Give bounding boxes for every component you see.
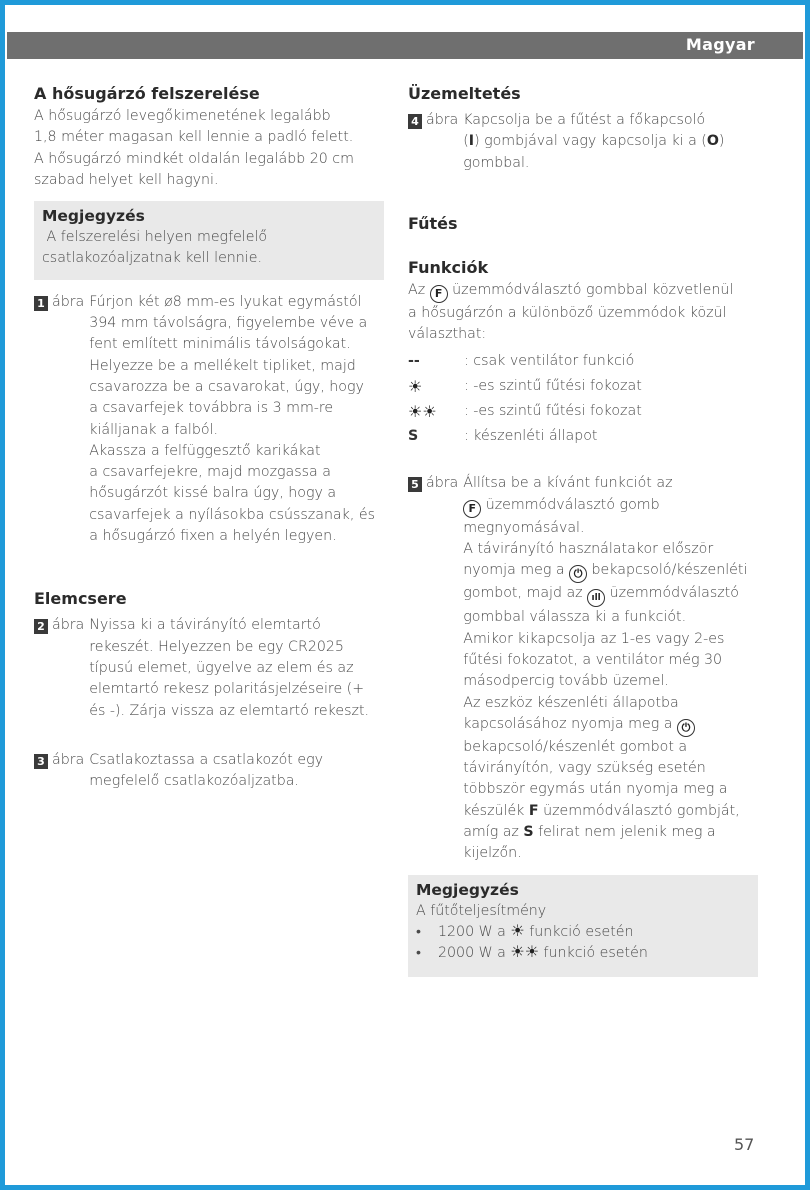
fig1-line: hősugárzót kissé balra úgy, hogy a [89, 485, 337, 502]
fig1-line: a csavarfejekre, majd mozgassa a [89, 464, 331, 481]
note-bullet: • 1200 W a ☀ funkció esetén [416, 922, 750, 943]
fig4-line: gombbal. [463, 154, 530, 171]
fig1-line: Fúrjon két ø8 mm-es lyukat egymástól [89, 293, 362, 310]
functions-title: Funkciók [408, 257, 489, 277]
fig3-line: Csatlakoztassa a csatlakozót egy [89, 751, 324, 768]
fig2-number: 2 [34, 619, 48, 634]
install-text-4: szabad helyet kell hagyni. [34, 171, 219, 188]
fig2-text [84, 615, 369, 721]
fig5-line: készülék F üzemmódválasztó gombját, [463, 802, 740, 819]
fig5-line: többször egymás után nyomja meg a [463, 781, 728, 798]
fig1-number: 1 [34, 296, 48, 311]
standby-symbol: S [408, 428, 419, 445]
fig3-label [34, 750, 84, 793]
fig5-line: másodpercig tovább üzemel. [463, 673, 669, 690]
fig5-line: Állítsa be a kívánt funkciót az [463, 475, 673, 492]
fig4-line: Kapcsolja be a fűtést a főkapcsoló [463, 112, 706, 128]
page-number: 57 [734, 1135, 755, 1154]
fig1-text [84, 292, 375, 548]
fig5-line: F üzemmódválasztó gomb [463, 495, 747, 518]
left-column [34, 82, 384, 792]
fig5-line: fűtési fokozatot, a ventilátor még 30 [463, 651, 723, 668]
fig5-line: A távirányító használatakor először [463, 541, 714, 558]
fig5-line: megnyomásával. [463, 519, 585, 536]
note-title-1: Megjegyzés [42, 207, 145, 226]
mode-text: : -es szintű fűtési fokozat [464, 403, 642, 420]
fig3-text [84, 750, 323, 793]
fig5-block [408, 473, 758, 864]
fig1-abra: ábra [52, 293, 85, 310]
fig5-text [458, 473, 747, 864]
fig5-line: kapcsolásához nyomja meg a ⏻ [463, 714, 747, 737]
fig4-label [408, 110, 458, 174]
battery-title: Elemcsere [34, 589, 127, 609]
fig1-line: a csavarfejek továbbra is 3 mm-re [89, 400, 334, 417]
fig5-line: amíg az S felirat nem jelenik meg a [463, 824, 716, 841]
mode-row [408, 399, 758, 424]
fig2-block [34, 615, 384, 721]
sun-icon: ☀ [510, 920, 525, 940]
fig1-line: fent említett minimális távolságokat. [89, 336, 351, 353]
mode-text: : -es szintű fűtési fokozat [464, 378, 642, 395]
fig1-line: Akassza a felfüggesztő karikákat [89, 442, 321, 459]
fig5-line: gombot, majd az ıll üzemmódválasztó [463, 583, 747, 607]
f-mode-icon: F [430, 285, 448, 303]
f-mode-icon: F [463, 500, 481, 518]
fig4-number: 4 [408, 114, 422, 129]
mode-text: : csak ventilátor funkció [464, 353, 635, 370]
fig5-line: távirányítón, vagy szükség esetén [463, 760, 706, 777]
fig1-line: Helyezze be a mellékelt tipliket, majd [89, 357, 356, 374]
install-text-1: A hősugárzó levegőkimenetének legalább [34, 108, 331, 124]
note-box-2 [408, 875, 758, 977]
fig3-line: megfelelő csatlakozóaljzatba. [89, 773, 299, 790]
sun-icon: ☀ [408, 376, 423, 396]
fig5-line: bekapcsoló/készenlét gombot a [463, 738, 688, 755]
install-text-3: A hősugárzó mindkét oldalán legalább 20 cm [34, 150, 354, 167]
double-sun-icon: ☀☀ [510, 942, 540, 962]
mode-row [408, 349, 758, 374]
fig5-line: Amikor kikapcsolja az 1-es vagy 2-es [463, 630, 725, 647]
fig5-line: nyomja meg a ⏻ bekapcsoló/készenléti [463, 560, 747, 583]
fig4-text [458, 110, 724, 174]
operation-title: Üzemeltetés [408, 84, 521, 103]
note-text-2: csatlakozóaljzatnak kell lennie. [42, 250, 262, 267]
fig5-line: kijelzőn. [463, 845, 522, 862]
fig2-label [34, 615, 84, 721]
functions-line-2: a hősugárzón a különböző üzemmódok közül [408, 304, 727, 321]
language-label: Magyar [685, 35, 755, 54]
fig2-abra: ábra [52, 617, 85, 634]
functions-line-1: Az F üzemmódválasztó gombbal közvetlenül [408, 280, 758, 303]
mode-row [408, 374, 758, 399]
fig1-line: 394 mm távolságra, figyelembe véve a [89, 315, 368, 332]
mode-row [408, 424, 758, 449]
fig4-block [408, 110, 758, 174]
note-subtitle: A fűtőteljesítmény [416, 902, 547, 919]
fig1-line: a hősugárzó fixen a helyén legyen. [89, 528, 337, 545]
fig5-line: gombbal válassza ki a funkciót. [463, 609, 687, 626]
fig2-line: rekeszét. Helyezzen be egy CR2025 [89, 638, 344, 655]
fig1-label [34, 292, 84, 548]
double-sun-icon: ☀☀ [408, 401, 437, 421]
fig4-abra: ábra [426, 112, 459, 128]
fig1-line: kiálljanak a falból. [89, 421, 218, 438]
note-title-2: Megjegyzés [416, 880, 519, 899]
functions-line-3: választhat: [408, 326, 487, 343]
note-bullet: • 2000 W a ☀☀ funkció esetén [416, 943, 750, 964]
note-box-1 [34, 201, 384, 280]
fig5-line: Az eszköz készenléti állapotba [463, 694, 679, 711]
fig3-block [34, 750, 384, 793]
heating-title: Fűtés [408, 213, 458, 233]
mode-text: : készenléti állapot [464, 428, 598, 445]
fig2-line: típusú elemet, ügyelve az elem és az [89, 659, 354, 676]
fig3-abra: ábra [52, 751, 85, 768]
mode-list [408, 349, 758, 449]
fig5-abra: ábra [426, 475, 459, 492]
fig4-line: (I) gombjával vagy kapcsolja ki a (O) [463, 133, 725, 150]
fig1-line: csavarfejek a nyílásokba csússzanak, és [89, 506, 375, 523]
fig3-number: 3 [34, 754, 48, 769]
power-icon: ⏻ [677, 719, 695, 737]
fig2-line: elemtartó rekesz polaritásjelzéseire (+ [89, 681, 365, 698]
install-text-2: 1,8 méter magasan kell lennie a padló felett. [34, 129, 354, 146]
header-bar [7, 32, 803, 59]
power-icon: ⏻ [569, 565, 587, 583]
fig5-number: 5 [408, 477, 422, 492]
fig1-block [34, 292, 384, 548]
fig5-label [408, 473, 458, 864]
mode-bars-icon: ıll [587, 589, 605, 607]
bullet-dot: • [416, 923, 421, 940]
fig2-line: és -). Zárja vissza az elemtartó rekeszt. [89, 702, 370, 719]
note-text-1: A felszerelési helyen megfelelő [42, 229, 268, 246]
right-column [408, 82, 758, 977]
install-title: A hősugárzó felszerelése [34, 84, 260, 103]
fig2-line: Nyissa ki a távirányító elemtartó [89, 617, 321, 634]
fan-only-symbol: -- [408, 353, 420, 370]
bullet-dot: • [416, 945, 421, 962]
fig1-line: csavarozza be a csavarokat, úgy, hogy [89, 378, 364, 395]
